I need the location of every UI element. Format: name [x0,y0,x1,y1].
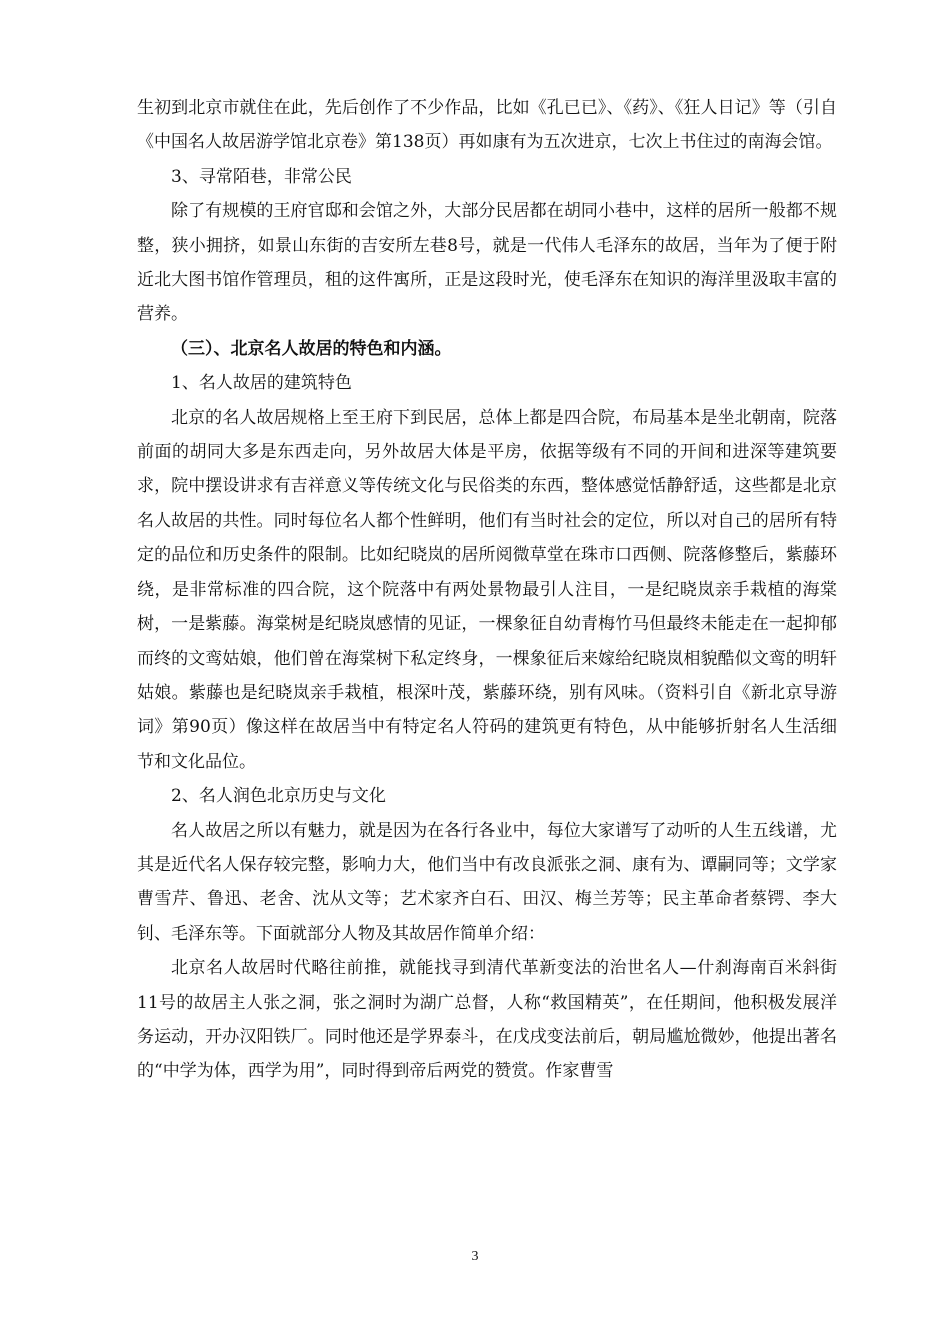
subheading-history-culture: 2、名人润色北京历史与文化 [171,786,386,807]
paragraph-zhang-zhidong: 北京名人故居时代略往前推，就能找寻到清代革新变法的治世名人—什刹海南百米斜街11号的故居主人张之洞，张之洞时为湖广总督，人称“救国精英”，在任期间，他积极发展洋务运动，开办汉阳铁厂。同时他还是学界泰斗，在戊戌变法前后，朝局尴尬微妙，他提出著名的“中学为体，西学为用”，同时得到帝后两党的赞赏。作家曹雪 [137,958,837,1082]
document-body [137,91,837,1089]
section-heading-features: （三）、北京名人故居的特色和内涵。 [171,338,452,359]
paragraph-lu-xun-residence: 生初到北京市就住在此，先后创作了不少作品，比如《孔已已》、《药》、《狂人日记》等（引自《中国名人故居游学馆北京卷》第138页）再如康有为五次进京，七次上书住过的南海会馆。 [137,98,837,153]
subheading-architecture: 1、名人故居的建筑特色 [171,373,352,394]
page-number: 3 [471,1249,479,1264]
subheading-ordinary-alleys: 3、寻常陌巷，非常公民 [171,166,352,187]
paragraph-architecture: 北京的名人故居规格上至王府下到民居，总体上都是四合院，布局基本是坐北朝南，院落前面的胡同大多是东西走向，另外故居大体是平房，依据等级有不同的开间和进深等建筑要求，院中摆设讲求有吉祥意义等传统文化与民俗类的东西，整体感觉恬静舒适，这些都是北京名人故居的共性。同时每位名人都个性鲜明，他们有当时社会的定位，所以对自己的居所有特定的品位和历史条件的限制。比如纪晓岚的居所阅微草堂在珠市口西侧、院落修整后，紫藤环绕，是非常标准的四合院，这个院落中有两处景物最引人注目，一是纪晓岚亲手栽植的海棠树，一是紫藤。海棠树是纪晓岚感情的见证，一棵象征自幼青梅竹马但最终未能走在一起抑郁而终的文鸾姑娘，他们曾在海棠树下私定终身，一棵象征后来嫁给纪晓岚相貌酷似文鸾的明轩姑娘。紫藤也是纪晓岚亲手栽植，根深叶茂，紫藤环绕，别有风味。（资料引自《新北京导游词》第90页）像这样在故居当中有特定名人符码的建筑更有特色，从中能够折射名人生活细节和文化品位。 [137,407,837,772]
paragraph-mao-residence: 除了有规模的王府官邸和会馆之外，大部分民居都在胡同小巷中，这样的居所一般都不规整，狭小拥挤，如景山东街的吉安所左巷8号，就是一代伟人毛泽东的故居，当年为了便于附近北大图书馆作管理员，租的这件寓所，正是这段时光，使毛泽东在知识的海洋里汲取丰富的营养。 [137,201,837,325]
paragraph-famous-people: 名人故居之所以有魅力，就是因为在各行各业中，每位大家谱写了动听的人生五线谱，尤其是近代名人保存较完整，影响力大，他们当中有改良派张之洞、康有为、谭嗣同等；文学家曹雪芹、鲁迅、老舍、沈从文等；艺术家齐白石、田汉、梅兰芳等；民主革命者蔡锷、李大钊、毛泽东等。下面就部分人物及其故居作简单介绍： [137,820,837,944]
